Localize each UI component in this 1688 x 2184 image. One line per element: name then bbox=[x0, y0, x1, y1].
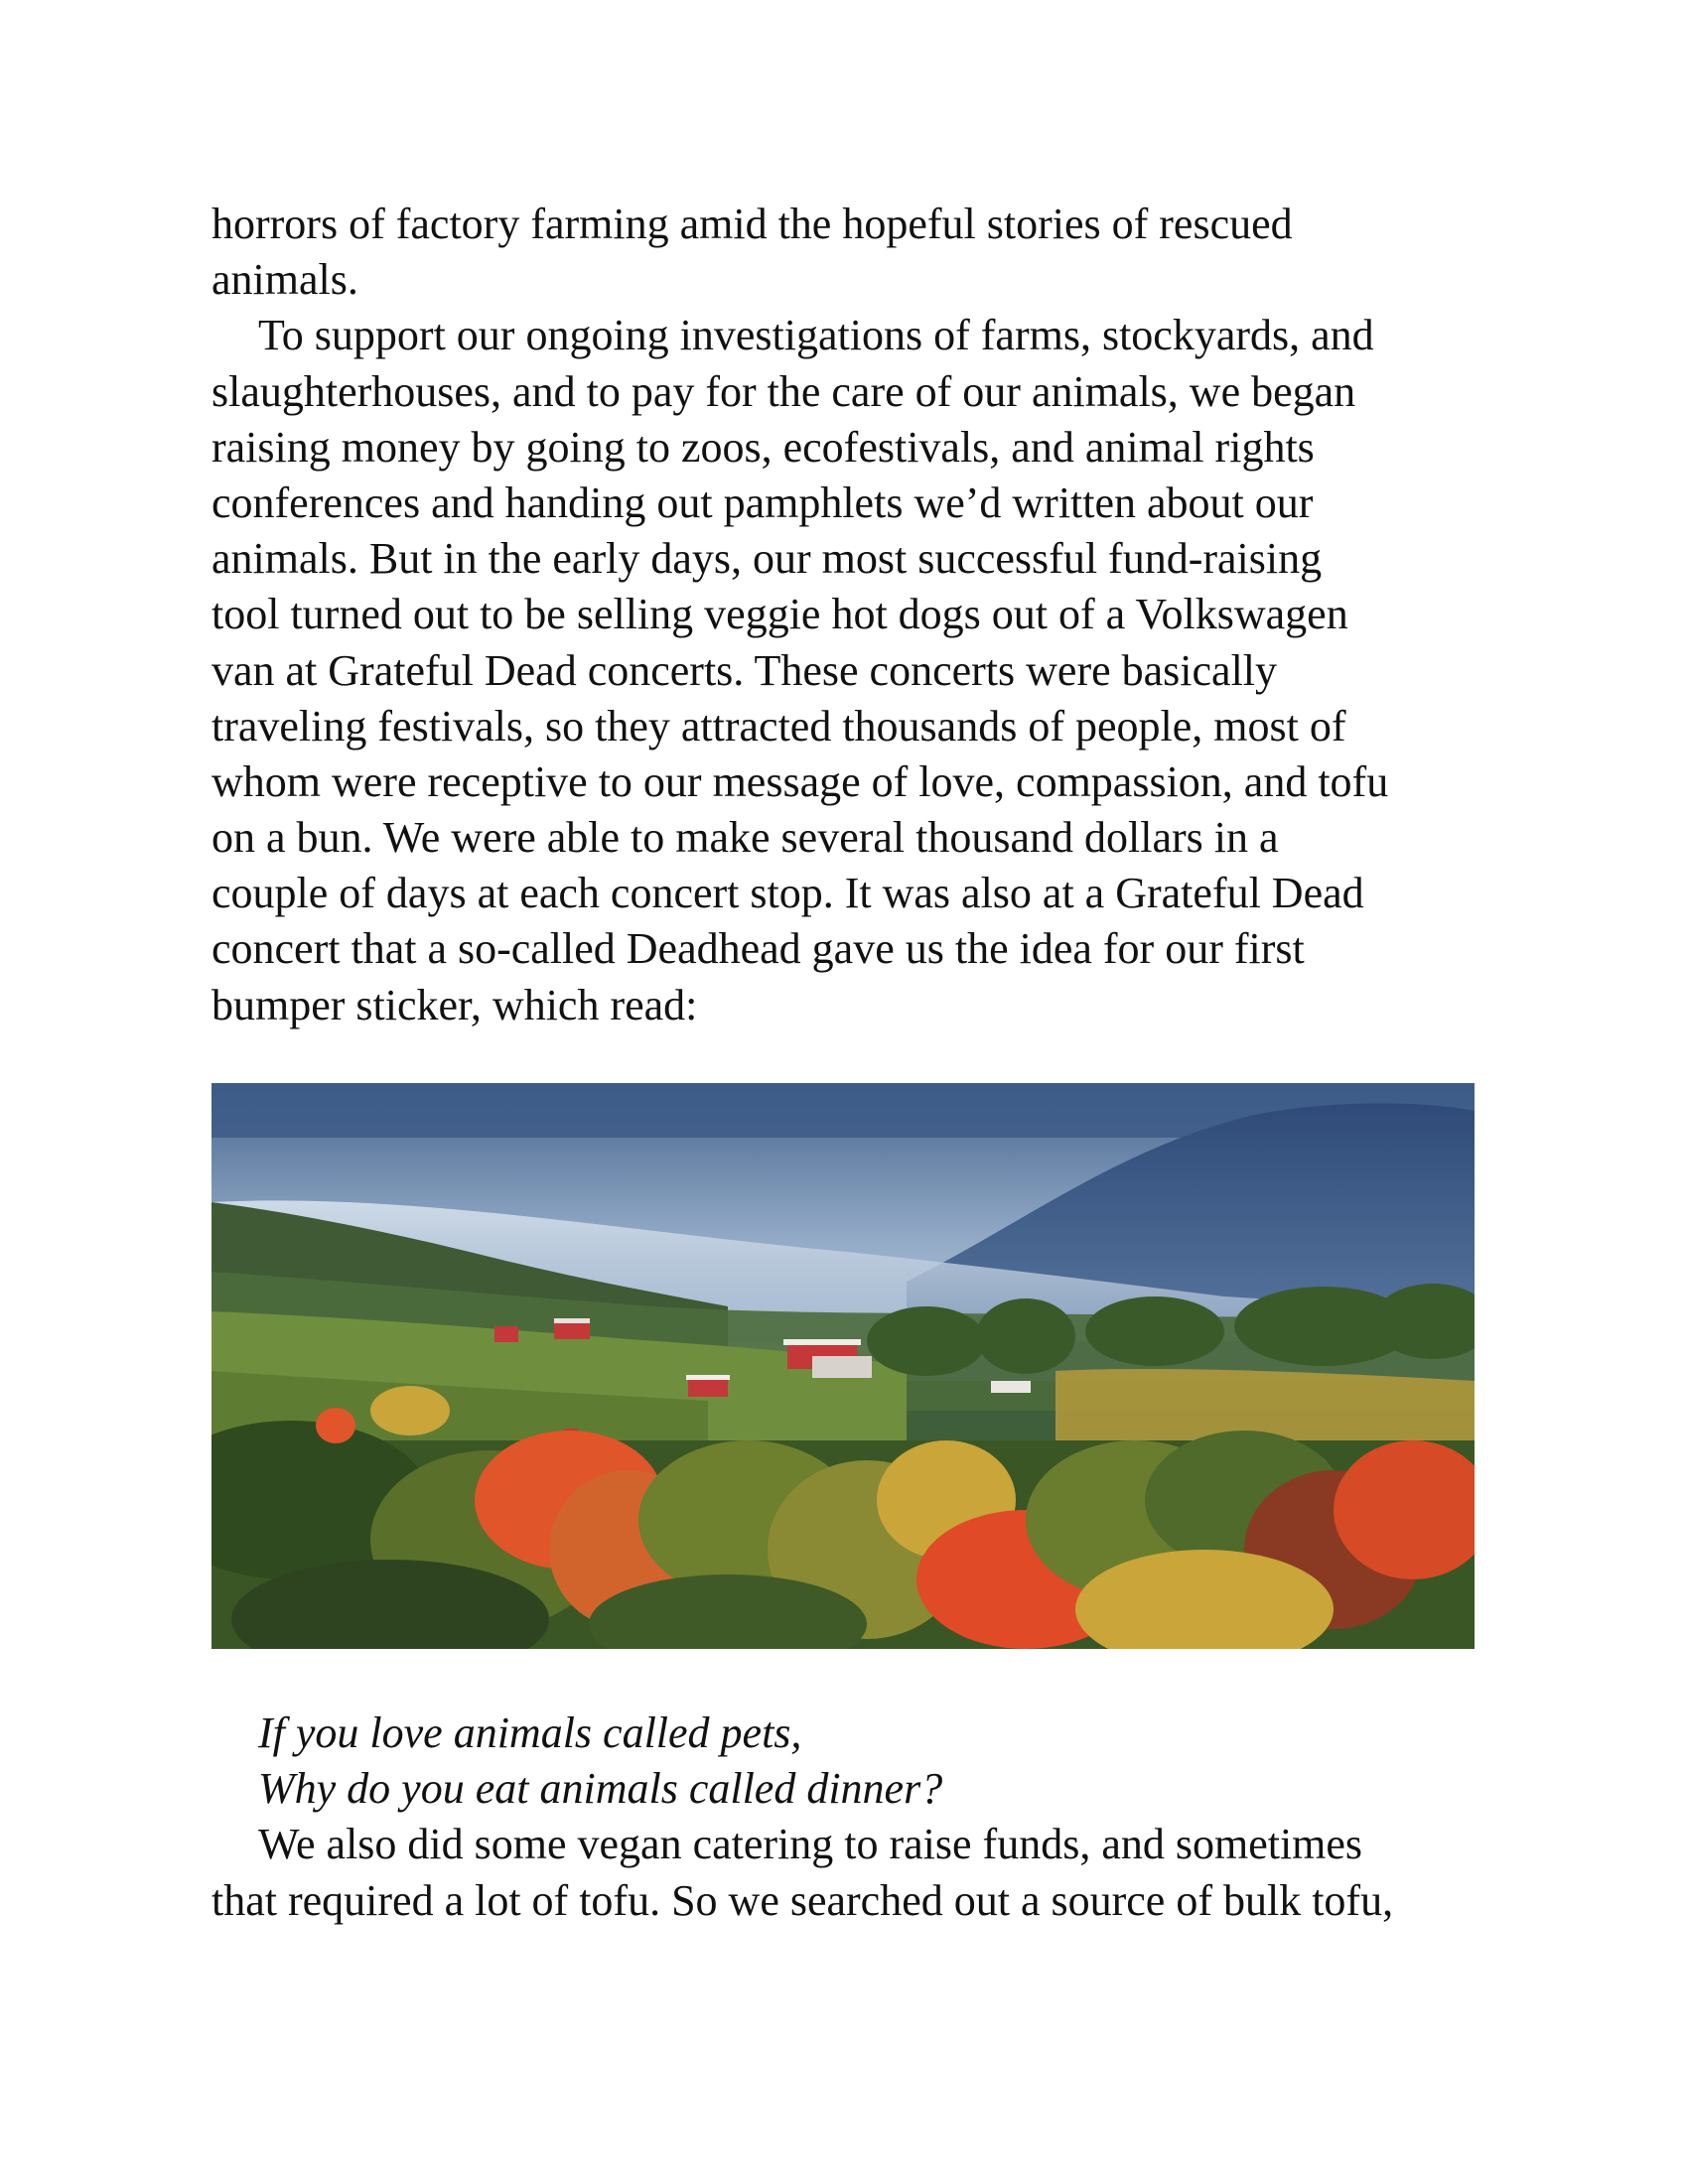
quote-line-2: Why do you eat animals called dinner? bbox=[258, 1764, 943, 1814]
landscape-photo bbox=[211, 1083, 1475, 1649]
text-line: whom were receptive to our message of love, compassion, and tofu bbox=[211, 756, 1389, 806]
text-line: slaughterhouses, and to pay for the care of our animals, we began bbox=[211, 366, 1356, 416]
bumper-sticker-quote bbox=[211, 1706, 1482, 1817]
text-line: To support our ongoing investigations of farms, stockyards, and bbox=[258, 311, 1374, 360]
text-line: tool turned out to be selling veggie hot dogs out of a Volkswagen bbox=[211, 590, 1348, 639]
autumn-valley-farm-image bbox=[211, 1083, 1475, 1649]
text-line: We also did some vegan catering to raise funds, and sometimes bbox=[258, 1820, 1363, 1869]
page-body-lower bbox=[211, 1706, 1482, 1929]
page-body bbox=[211, 197, 1482, 1033]
text-line: couple of days at each concert stop. It was also at a Grateful Dead bbox=[211, 869, 1364, 918]
text-line: traveling festivals, so they attracted thousands of people, most of bbox=[211, 701, 1346, 751]
text-line: animals. But in the early days, our most successful fund-raising bbox=[211, 534, 1323, 584]
text-line: concert that a so-called Deadhead gave us the idea for our first bbox=[211, 924, 1305, 974]
paragraph-continued bbox=[211, 197, 1482, 308]
text-line: raising money by going to zoos, ecofestivals, and animal rights bbox=[211, 422, 1315, 472]
text-line: van at Grateful Dead concerts. These concerts were basically bbox=[211, 645, 1278, 695]
text-line: on a bun. We were able to make several thousand dollars in a bbox=[211, 813, 1279, 863]
text-line: that required a lot of tofu. So we searched out a source of bulk tofu, bbox=[211, 1875, 1394, 1925]
text-line: conferences and handing out pamphlets we’d written about our bbox=[211, 478, 1314, 527]
quote-line-1: If you love animals called pets, bbox=[258, 1708, 802, 1757]
paragraph-catering bbox=[211, 1817, 1482, 1928]
paragraph-fundraising bbox=[211, 308, 1482, 1032]
text-line: animals. bbox=[211, 255, 358, 305]
text-line: bumper sticker, which read: bbox=[211, 980, 698, 1029]
text-line: horrors of factory farming amid the hopeful stories of rescued bbox=[211, 200, 1293, 248]
